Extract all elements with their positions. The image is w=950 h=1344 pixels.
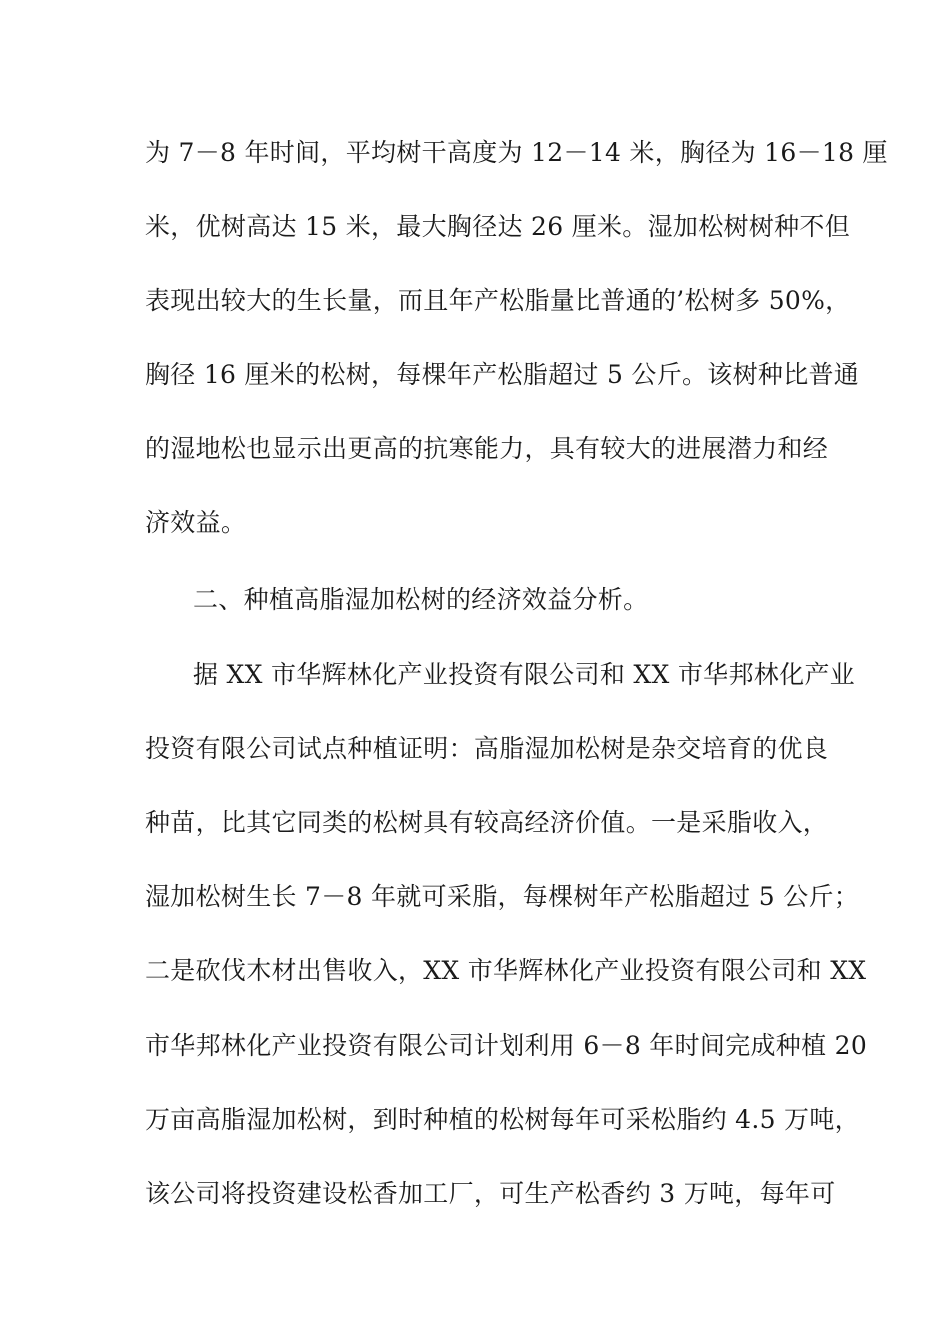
text-line: 米，优树高达 15 米，最大胸径达 26 厘米。湿加松树树种不但 bbox=[145, 212, 851, 241]
text-line: 胸径 16 厘米的松树，每棵年产松脂超过 5 公斤。该树种比普通 bbox=[145, 360, 860, 389]
text-line: 为 7－8 年时间，平均树干高度为 12－14 米，胸径为 16－18 厘 bbox=[145, 138, 888, 167]
text-line: 投资有限公司试点种植证明：高脂湿加松树是杂交培育的优良 bbox=[145, 734, 829, 763]
text-line: 的湿地松也显示出更高的抗寒能力，具有较大的进展潜力和经 bbox=[145, 434, 829, 463]
text-line: 万亩高脂湿加松树，到时种植的松树每年可采松脂约 4.5 万吨， bbox=[145, 1105, 860, 1134]
text-line: 二是砍伐木材出售收入，XX 市华辉林化产业投资有限公司和 XX bbox=[145, 956, 867, 985]
text-line: 湿加松树生长 7－8 年就可采脂，每棵树年产松脂超过 5 公斤； bbox=[145, 882, 860, 911]
paragraph-first-line: 据 XX 市华辉林化产业投资有限公司和 XX 市华邦林化产业 bbox=[193, 660, 855, 689]
text-line: 该公司将投资建设松香加工厂，可生产松香约 3 万吨，每年可 bbox=[145, 1179, 836, 1208]
text-line: 种苗，比其它同类的松树具有较高经济价值。一是采脂收入， bbox=[145, 808, 829, 837]
text-line: 济效益。 bbox=[145, 508, 247, 537]
text-line: 市华邦林化产业投资有限公司计划利用 6－8 年时间完成种植 20 bbox=[145, 1031, 868, 1060]
text-line: 表现出较大的生长量，而且年产松脂量比普通的’松树多 50%， bbox=[145, 286, 851, 315]
section-heading: 二、种植高脂湿加松树的经济效益分析。 bbox=[193, 585, 649, 614]
